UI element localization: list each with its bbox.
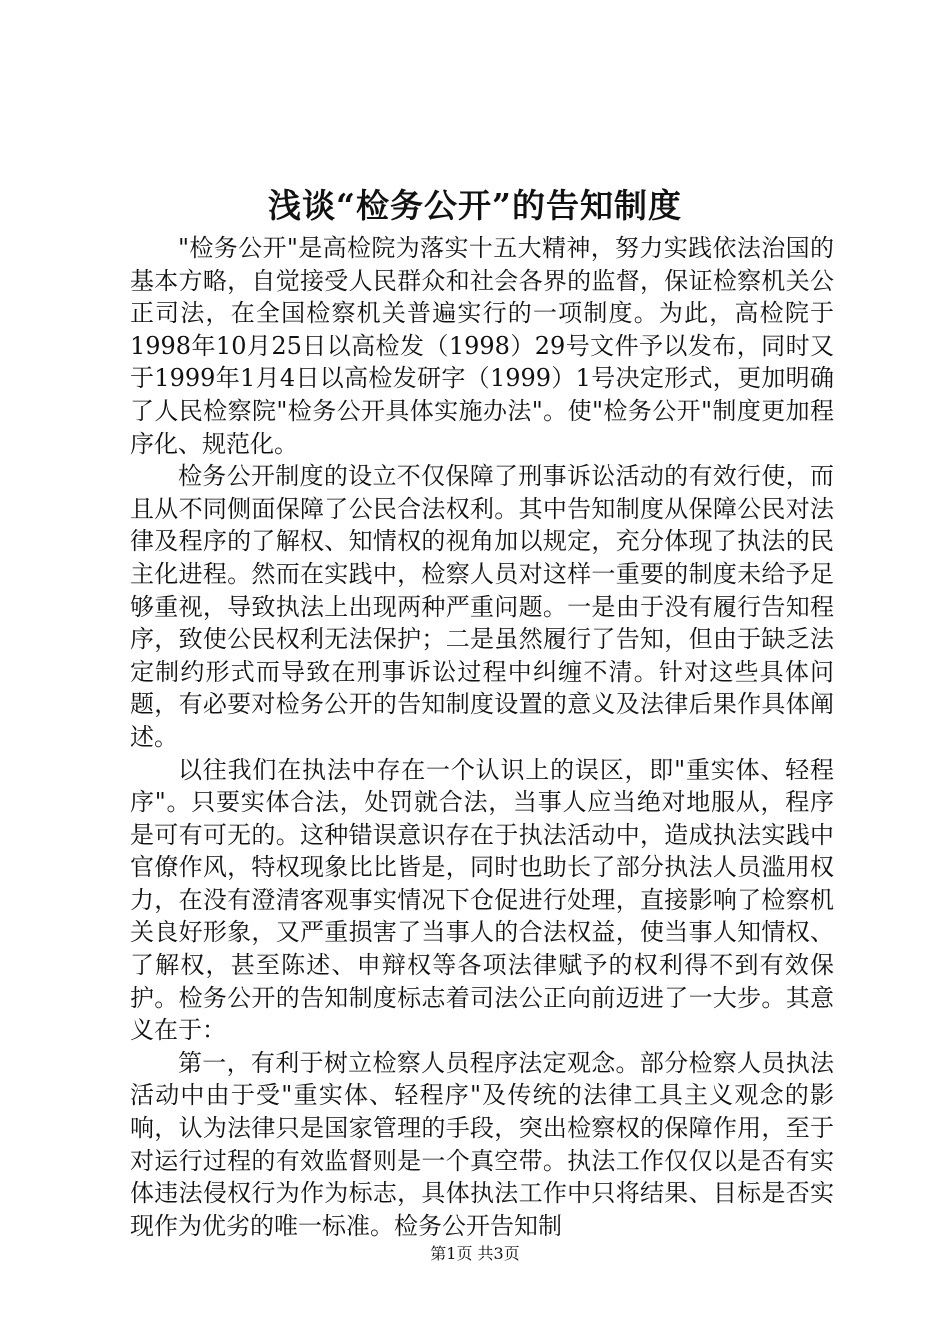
paragraph-2: 检务公开制度的设立不仅保障了刑事诉讼活动的有效行使，而且从不同侧面保障了公民合法权利。其中告知制度从保障公民对法律及程序的了解权、知情权的视角加以规定，充分体现了执法的民主化进程。然而在实践中，检察人员对这样一重要的制度未给予足够重视，导致执法上出现两种严重问题。一是由于没有履行告知程序，致使公民权利无法保护；二是虽然履行了告知，但由于缺乏法定制约形式而导致在刑事诉讼过程中纠缠不清。针对这些具体问题，有必要对检务公开的告知制度设置的意义及法律后果作具体阐述。 bbox=[130, 462, 834, 751]
paragraph-4: 第一，有利于树立检察人员程序法定观念。部分检察人员执法活动中由于受"重实体、轻程序"及传统的法律工具主义观念的影响，认为法律只是国家管理的手段，突出检察权的保障作用，至于对运行过程的有效监督则是一个真空带。执法工作仅仅以是否有实体违法侵权行为作为标志，具体执法工作中只将结果、目标是否实现作为优劣的唯一标准。检务公开告知制 bbox=[130, 1048, 834, 1240]
paragraph-3: 以往我们在执法中存在一个认识上的误区，即"重实体、轻程序"。只要实体合法，处罚就合法，当事人应当绝对地服从，程序是可有可无的。这种错误意识存在于执法活动中，造成执法实践中官僚作风，特权现象比比皆是，同时也助长了部分执法人员滥用权力，在没有澄清客观事实情况下仓促进行处理，直接影响了检察机关良好形象，又严重损害了当事人的合法权益，使当事人知情权、了解权，甚至陈述、申辩权等各项法律赋予的权利得不到有效保护。检务公开的告知制度标志着司法公正向前迈进了一大步。其意义在于： bbox=[130, 755, 834, 1045]
paragraph-1: "检务公开"是高检院为落实十五大精神，努力实践依法治国的基本方略，自觉接受人民群众和社会各界的监督，保证检察机关公正司法，在全国检察机关普遍实行的一项制度。为此，高检院于1998年10月25日以高检发（1998）29号文件予以发布，同时又于1999年1月4日以高检发研字（1999）1号决定形式，更加明确了人民检察院"检务公开具体实施办法"。使"检务公开"制度更加程序化、规范化。 bbox=[130, 234, 834, 458]
document-title: 浅谈“检务公开”的告知制度 bbox=[268, 186, 682, 225]
page-number-footer: 第1页 共3页 bbox=[430, 1244, 520, 1263]
document-body bbox=[130, 232, 834, 1242]
